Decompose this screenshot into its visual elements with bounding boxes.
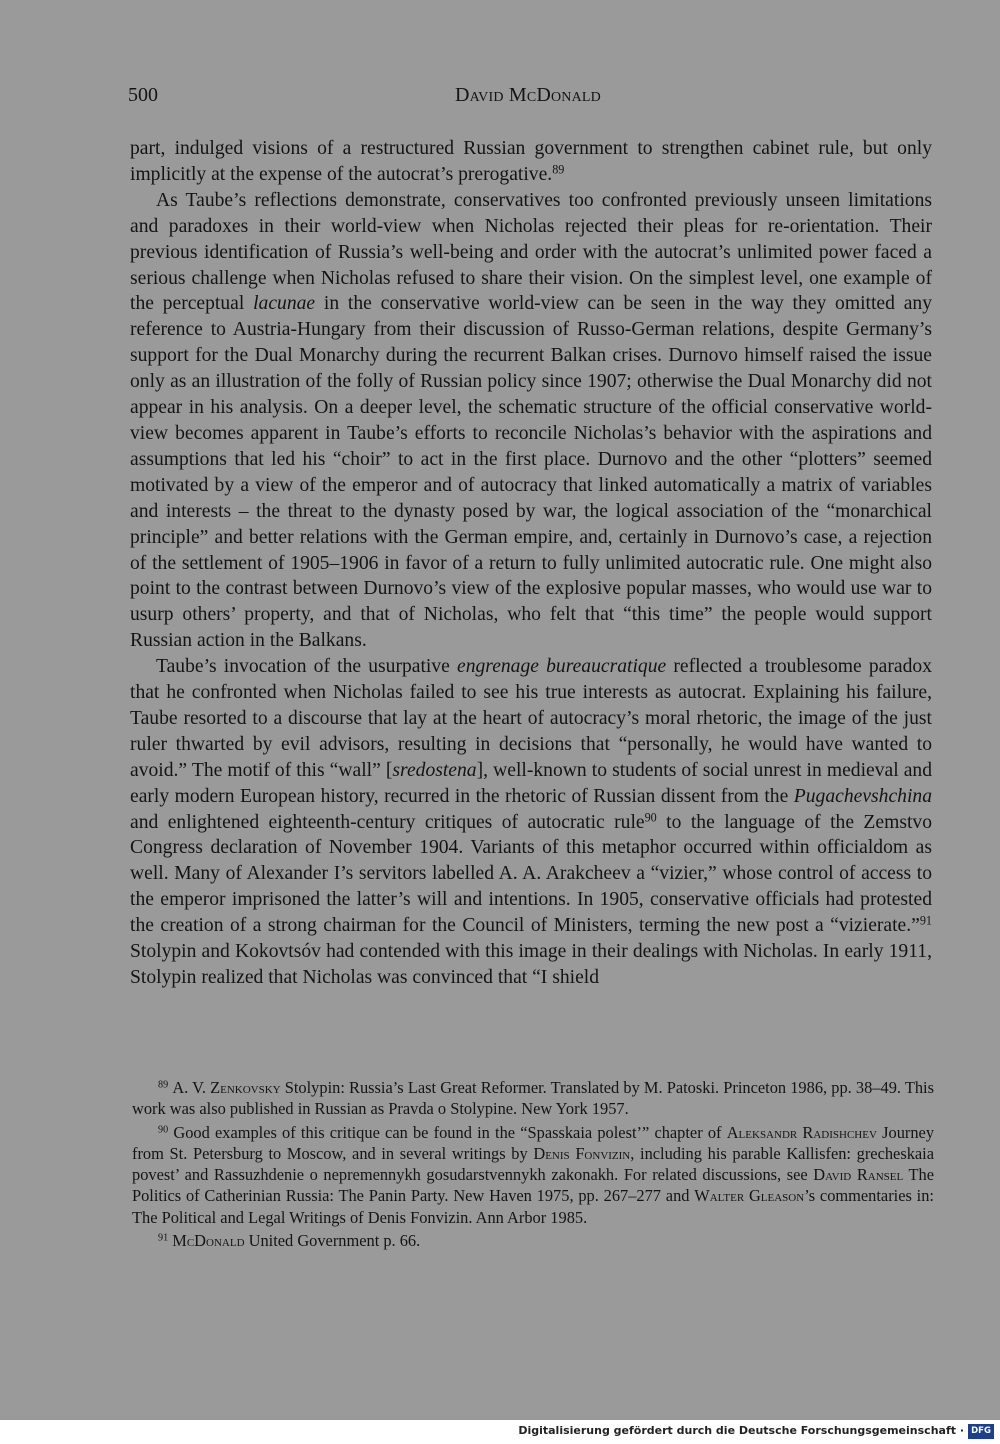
footnote-90 — [132, 1122, 934, 1228]
footnotes — [132, 1077, 934, 1253]
paragraph-text: ], well-known to students of social unrest in medieval and early modern European history, recurred in the rhetoric of Russian dissent from the — [130, 759, 933, 807]
footnote-text: United Government p. 66. — [244, 1231, 421, 1251]
footnote-ref-89: 89 — [552, 162, 565, 177]
paragraph-2 — [130, 188, 932, 654]
paragraph-text: Taube’s invocation of the usurpative — [156, 656, 457, 678]
paragraph-text: Stolypin and Kokovtsóv had contended with this image in their dealings with Nicholas. In early 1911, Stolypin realized that Nicholas was convinced that “I shield — [130, 941, 932, 988]
italic-term: lacunae — [253, 293, 316, 315]
paragraph-text: to the language of the Zemstvo Congress declaration of November 1904. Variants of this metaphor occurred within officialdom as well. Many of Alexander I’s servitors labelled A. A. Arakcheev a “vizier,” whose control of access to the emperor imprisoned the latter’s will and intentions. In 1905, conservative officials had protested the creation of a strong chairman for the Council of Ministers, terming the new post a “vizierate.” — [130, 811, 933, 937]
footnote-text: , including his parable Kallisfen: grecheskaia povest’ and Rassuzhdenie o nepremennykh gosudarstvennykh zakonakh. For related discussions, see — [132, 1143, 934, 1185]
footnote-text: Good examples of this critique can be found in the “Spasskaia polest’” chapter of — [168, 1122, 727, 1142]
footnote-text: Stolypin: Russia’s Last Great Reformer. Translated by M. Patoski. Princeton 1986, pp. 38–49. This work was also published in Russian as Pravda o Stolypine. New York 1957. — [132, 1078, 934, 1119]
page-number: 500 — [128, 84, 158, 106]
italic-term: sredostena — [392, 759, 477, 781]
footnote-number: 89 — [158, 1079, 169, 1091]
paragraph-text: As Taube’s reflections demonstrate, conservatives too confronted previously unseen limitations and paradoxes in their world-view when Nicholas rejected their pleas for re-orientation. Their previous identification of Russia’s well-being and order with the autocrat’s unlimited power faced a serious challenge when Nicholas refused to share their vision. On the simplest level, one example of the perceptual — [130, 189, 932, 315]
paragraph-text: reflected a troublesome paradox that he confronted when Nicholas failed to see his true interests as autocrat. Explaining his failure, Taube resorted to a discourse that lay at the heart of autocracy’s moral rhetoric, the image of the just ruler thwarted by evil advisors, resulting in decisions that “personally, he would have wanted to avoid.” The motif of this “wall” [ — [130, 656, 932, 781]
footnote-author: David Ransel — [813, 1165, 904, 1185]
footnote-text: Journey from St. Petersburg to Moscow, and in several writings by — [132, 1122, 935, 1163]
footnote-author: Walter Gleason — [694, 1186, 805, 1206]
footnote-text: ’s commentaries in: The Political and Legal Writings of Denis Fonvizin. Ann Arbor 1985. — [132, 1186, 934, 1227]
paragraph-3 — [130, 654, 932, 991]
paragraph-text: in the conservative world-view can be seen in the way they omitted any reference to Austria-Hungary from their discussion of Russo-German relations, despite Germany’s support for the Dual Monarchy during the recurrent Balkan crises. Durnovo himself raised the issue only as an illustration of the folly of Russian policy since 1907; otherwise the Dual Monarchy did not appear in his analysis. On a deeper level, the schematic structure of the official conservative world-view becomes apparent in Taube’s efforts to reconcile Nicholas’s behavior with the aspirations and assumptions that led his “choir” to act in the first place. Durnovo and the other “plotters” seemed motivated by a view of the emperor and of autocracy that linked automatically a matrix of variables and interests – the threat to the dynasty posed by war, the logical association of the “monarchical principle” and better relations with the German empire, and, certainly in Durnovo’s case, a rejection of the settlement of 1905–1906 in favor of a return to fully unlimited autocratic rule. One might also point to the contrast between Durnovo’s view of the explosive popular masses, who would use war to usurp others’ property, and that of Nicholas, who felt that “this time” the people would support Russian action in the Balkans. — [130, 293, 932, 652]
paragraph-text: part, indulged visions of a restructured Russian government to strengthen cabinet rule, but only implicitly at the expense of the autocrat’s prerogative. — [130, 138, 932, 185]
paragraph-1 — [130, 136, 932, 188]
footnote-author: Aleksandr Radishchev — [726, 1122, 877, 1142]
footnote-author: McDonald — [172, 1231, 245, 1251]
body-text — [130, 136, 932, 991]
footnote-ref-91: 91 — [919, 913, 932, 928]
footnote-text: The Politics of Catherinian Russia: The Panin Party. New Haven 1975, pp. 267–277 and — [132, 1165, 934, 1206]
footnote-author: A. V. Zenkovsky — [172, 1078, 281, 1097]
footnote-author: Denis Fonvizin — [533, 1143, 631, 1163]
paragraph-text: and enlightened eighteenth-century critiques of autocratic rule — [130, 811, 645, 833]
italic-term: engrenage bureaucratique — [457, 656, 667, 678]
dfg-logo: DFG — [968, 1424, 994, 1439]
footnote-ref-90: 90 — [644, 809, 657, 824]
page-header — [128, 84, 928, 110]
digitization-footer — [0, 1420, 1000, 1444]
footnote-89 — [132, 1077, 934, 1120]
digitization-credit: Digitalisierung gefördert durch die Deutsche Forschungsgemeinschaft · — [518, 1424, 964, 1437]
footnote-91 — [132, 1230, 934, 1251]
italic-term: Pugachevshchina — [793, 785, 932, 807]
footnote-number: 90 — [158, 1124, 169, 1136]
running-head: David McDonald — [455, 84, 601, 106]
footnote-number: 91 — [158, 1232, 169, 1244]
